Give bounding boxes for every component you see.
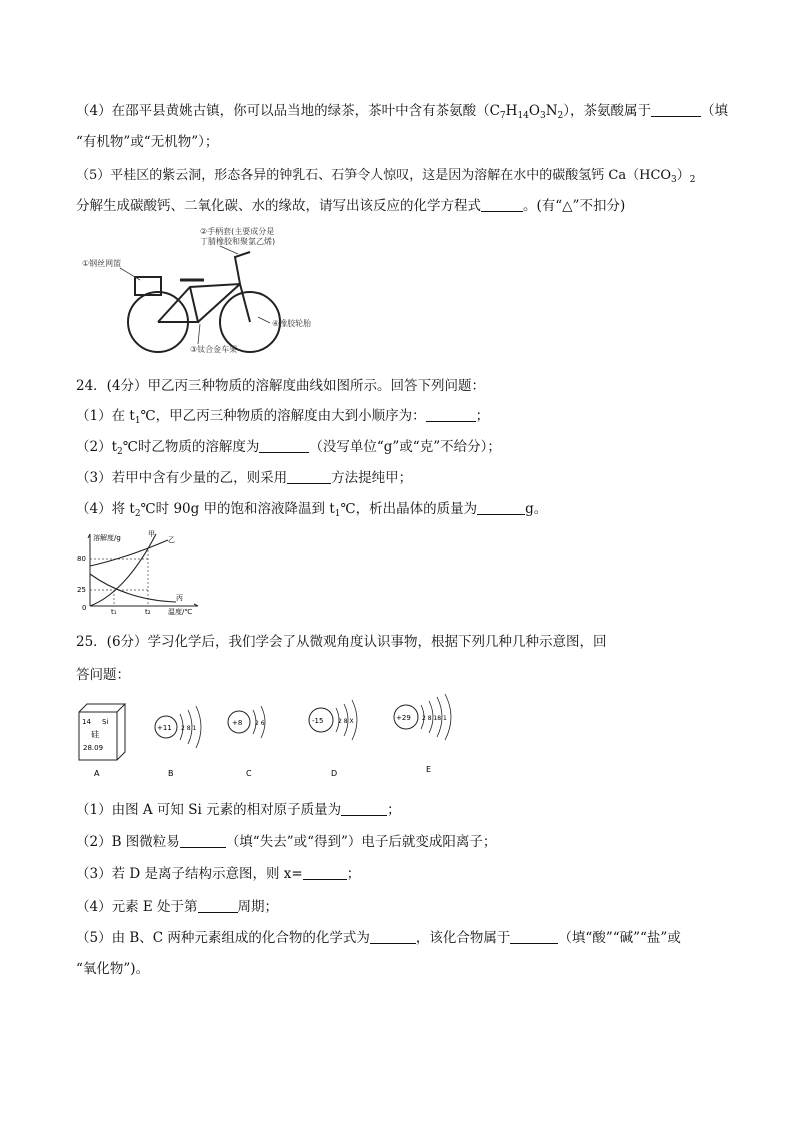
q24-item1: （1）在 $t_1℃$，甲乙丙三种物质的溶解度由大到小顺序为： ； (76, 408, 490, 426)
q24-item4: （4）将 $t_2℃$时 90g 甲的饱和溶液降温到 $t_1℃$，析出晶体的质量为 g。 (76, 501, 548, 519)
q23-item4-line2: “有机物”或“无机物”）； (76, 134, 219, 150)
curve-label-bing: 丙 (176, 594, 183, 602)
label-c: C (246, 769, 252, 778)
answer-blank[interactable] (259, 438, 309, 453)
q24-item3: （3）若甲中含有少量的乙，则采用 方法提纯甲； (76, 470, 413, 486)
curve-bing (90, 574, 176, 602)
q24-item2: $(2)t_2℃$时乙物质的溶解度为 （没写单位“g”或“克”不给分）； (76, 439, 501, 457)
q25-item5-line1: （5）由 B、C 两种元素组成的化合物的化学式为 ，该化合物属于 （填“酸”“碱”“盐”或 (76, 930, 681, 946)
curve-yi (90, 540, 168, 566)
atom-b-electrons: 2 8 1 (181, 725, 197, 732)
label-b: B (168, 769, 174, 778)
bike-label-handle-2: 丁腈橡胶和聚氯乙烯) (200, 237, 276, 246)
chart-y-tick-80: 80 (77, 555, 86, 563)
chart-x-tick-t2: t₂ (145, 608, 151, 615)
q25-item3: （3）若 D 是离子结构示意图，则 x= ； (76, 866, 361, 882)
answer-blank[interactable] (481, 197, 523, 212)
bike-label-frame: ③钛合金车架 (190, 345, 238, 354)
atom-e-nucleus: +29 (396, 714, 411, 722)
cell-symbol: Si (102, 718, 109, 726)
bicycle-figure (80, 222, 320, 362)
curve-label-jia: 甲 (148, 530, 155, 538)
answer-blank[interactable] (426, 407, 476, 422)
q25-item2: （2）B 图微粒易 （填“失去”或“得到”）电子后就变成阳离子； (76, 834, 497, 850)
chart-origin: 0 (82, 604, 87, 612)
curve-label-yi: 乙 (168, 536, 175, 544)
bike-label-tire: ④橡胶轮胎 (272, 319, 312, 328)
chart-y-label: 溶解度/g (93, 534, 121, 542)
answer-blank[interactable] (477, 500, 525, 515)
cell-name: 硅 (91, 730, 99, 739)
bike-label-basket: ①钢丝网篮 (82, 259, 122, 268)
cell-atomic-number: 14 (82, 718, 91, 726)
label-d: D (331, 769, 338, 778)
curve-jia (90, 534, 156, 606)
q23-item4-line1: （4）在邵平县黄姚古镇，你可以品当地的绿茶，茶叶中含有茶氨酸$(C_7H_{14}O_3N_2)$，茶氨酸属于 （填 (76, 103, 728, 121)
chart-x-tick-t1: t₁ (111, 608, 117, 615)
q23-item5-line1: （5）平桂区的紫云洞，形态各异的钟乳石、石笋令人惊叹，这是因为溶解在水中的碳酸氢钙 $Ca(HCO_3)_2$ (76, 168, 696, 185)
q25-item1: （1）由图 A 可知 Si 元素的相对原子质量为 ； (76, 802, 401, 818)
answer-blank[interactable] (510, 929, 558, 944)
chart-y-tick-25: 25 (77, 586, 86, 594)
answer-blank[interactable] (198, 898, 238, 913)
label-e: E (426, 765, 432, 774)
q24-heading: 24．(4分）甲乙丙三种物质的溶解度曲线如图所示。回答下列问题： (76, 378, 486, 394)
q25-item4: （4）元素 E 处于第 周期； (76, 899, 279, 915)
bike-label-handle-1: ②手柄套(主要成分是 (200, 227, 275, 236)
answer-blank[interactable] (651, 102, 701, 117)
atom-d-electrons: 2 8 X (338, 718, 354, 725)
atom-d-nucleus: -15 (312, 717, 324, 725)
q23-item5-line2: 分解生成碳酸钙、二氧化碳、水的缘故，请写出该反应的化学方程式 。(有“△”不扣分) (76, 198, 626, 214)
answer-blank[interactable] (341, 801, 387, 816)
answer-blank[interactable] (180, 833, 226, 848)
atom-e-electrons: 2 8 18 1 (422, 715, 447, 722)
atom-b-nucleus: +11 (157, 724, 172, 732)
atom-c-nucleus: +8 (232, 719, 243, 727)
atom-figures (76, 692, 476, 787)
q25-heading-line2: 答问题： (76, 667, 130, 683)
chart-x-label: 温度/℃ (168, 608, 193, 615)
cell-mass: 28.09 (83, 744, 104, 752)
label-a: A (94, 769, 100, 778)
solubility-chart (76, 530, 206, 615)
q25-heading-line1: 25．(6分）学习化学后，我们学会了从微观角度认识事物，根据下列几种几种示意图，回 (76, 634, 607, 650)
q25-item5-line2: “氧化物”)。 (76, 961, 150, 977)
answer-blank[interactable] (370, 929, 416, 944)
answer-blank[interactable] (303, 865, 347, 880)
answer-blank[interactable] (287, 469, 331, 484)
atom-c-electrons: 2 6 (255, 720, 265, 727)
